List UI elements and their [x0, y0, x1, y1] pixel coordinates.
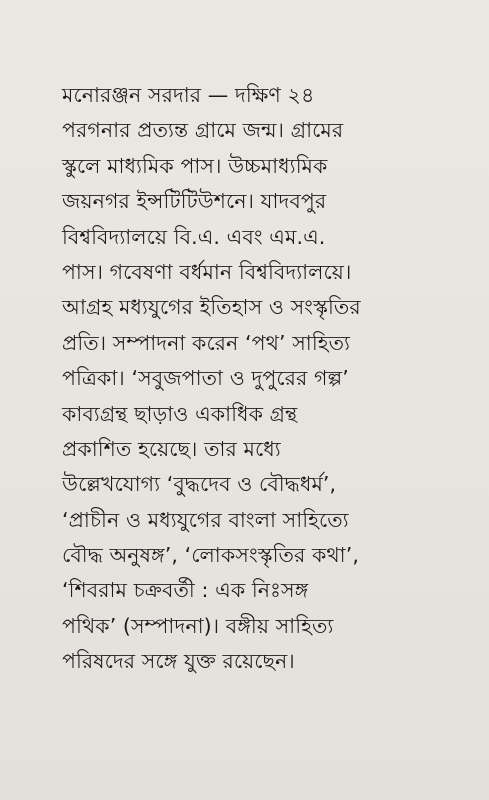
bio-line: বৌদ্ধ অনুষঙ্গ’, ‘লোকসংস্কৃতির কথা’, [62, 543, 359, 568]
bio-line: প্রতি। সম্পাদনা করেন ‘পথ’ সাহিত্য [62, 330, 350, 355]
bio-line: কাব্যগ্রন্থ ছাড়াও একাধিক গ্রন্থ [62, 401, 298, 426]
bio-line: ‘প্রাচীন ও মধ্যযুগের বাংলা সাহিত্যে [62, 507, 349, 532]
author-bio [62, 78, 462, 680]
bio-line: পরগনার প্রত্যন্ত গ্রামে জন্ম। গ্রামের [62, 118, 344, 143]
bio-line: স্কুলে মাধ্যমিক পাস। উচ্চমাধ্যমিক [62, 153, 328, 178]
bio-line: প্রকাশিত হয়েছে। তার মধ্যে [62, 436, 281, 461]
bio-line: মনোরঞ্জন সরদার — দক্ষিণ ২৪ [62, 83, 315, 107]
bio-line: আগ্রহ মধ্যযুগের ইতিহাস ও সংস্কৃতির [62, 295, 361, 320]
bio-line: বিশ্ববিদ্যালয়ে বি.এ. এবং এম.এ. [62, 224, 326, 249]
bio-line: পথিক’ (সম্পাদনা)। বঙ্গীয় সাহিত্য [62, 613, 334, 638]
bio-line: উল্লেখযোগ্য ‘বুদ্ধদেব ও বৌদ্ধধর্ম’, [62, 472, 337, 497]
bio-line: পত্রিকা। ‘সবুজপাতা ও দুপুরের গল্প’ [62, 366, 349, 391]
bio-line: পরিষদের সঙ্গে যুক্ত রয়েছেন। [62, 649, 295, 674]
bio-line: পাস। গবেষণা বর্ধমান বিশ্ববিদ্যালয়ে। [62, 259, 352, 284]
bio-line: জয়নগর ইন্সটিটিউশনে। যাদবপুর [62, 189, 327, 214]
bio-line: ‘শিবরাম চক্রবর্তী : এক নিঃসঙ্গ [62, 578, 309, 603]
